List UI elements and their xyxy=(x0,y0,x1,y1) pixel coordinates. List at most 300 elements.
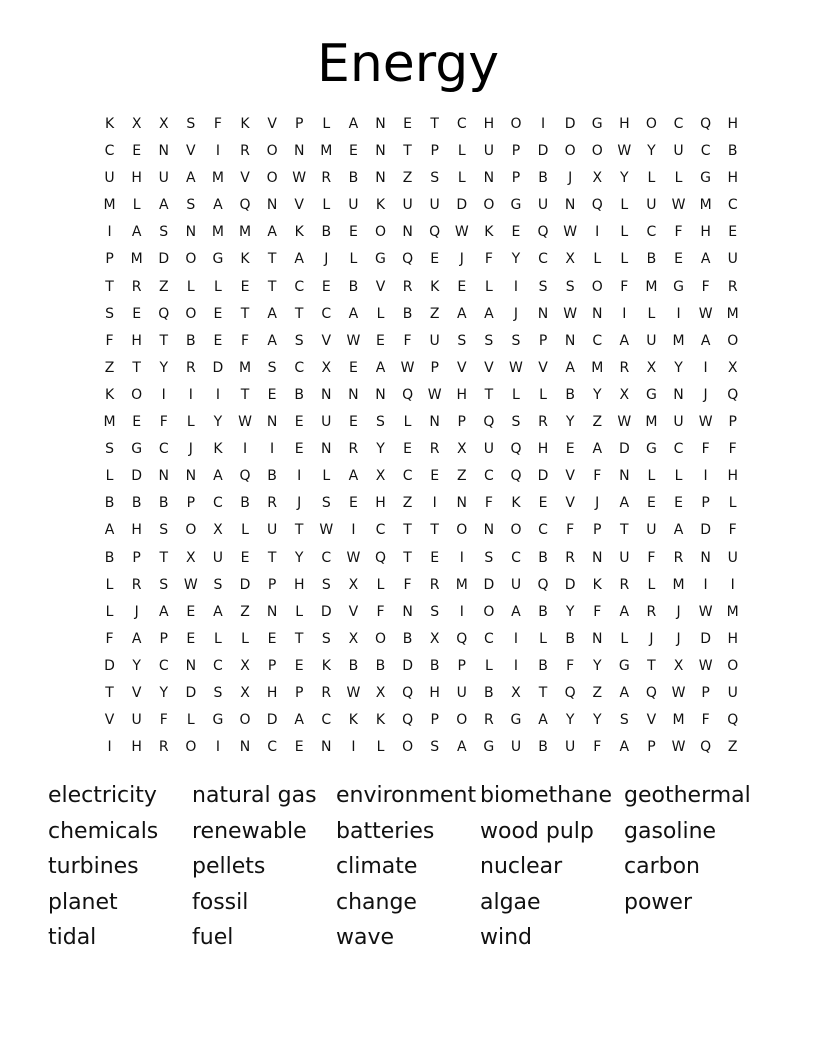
grid-letter[interactable]: X xyxy=(565,251,575,268)
grid-letter[interactable]: A xyxy=(700,251,711,268)
grid-letter[interactable]: N xyxy=(375,386,386,403)
grid-letter[interactable]: J xyxy=(676,630,681,647)
grid-letter[interactable]: Q xyxy=(239,468,251,485)
grid-letter[interactable]: O xyxy=(727,657,739,674)
grid-letter[interactable]: L xyxy=(349,251,358,268)
grid-letter[interactable]: L xyxy=(539,386,547,403)
grid-letter[interactable]: S xyxy=(321,576,331,593)
grid-letter[interactable]: O xyxy=(266,170,278,187)
grid-letter[interactable]: B xyxy=(348,657,359,674)
grid-letter[interactable]: G xyxy=(375,251,386,268)
grid-letter[interactable]: A xyxy=(456,305,467,322)
grid-letter[interactable]: X xyxy=(240,657,250,674)
grid-letter[interactable]: I xyxy=(540,116,546,132)
grid-letter[interactable]: I xyxy=(188,386,193,403)
grid-letter[interactable]: V xyxy=(348,603,359,620)
grid-letter[interactable]: O xyxy=(591,278,603,295)
grid-letter[interactable]: T xyxy=(132,359,141,376)
grid-letter[interactable]: F xyxy=(674,224,683,241)
grid-letter[interactable]: Y xyxy=(592,386,602,403)
grid-letter[interactable]: R xyxy=(619,359,630,376)
grid-letter[interactable]: S xyxy=(511,332,521,349)
grid-letter[interactable]: B xyxy=(131,495,142,512)
grid-letter[interactable]: L xyxy=(457,143,466,160)
grid-letter[interactable]: O xyxy=(510,116,522,132)
grid-letter[interactable]: R xyxy=(538,414,548,431)
grid-letter[interactable]: M xyxy=(726,603,739,620)
grid-letter[interactable]: W xyxy=(671,684,686,701)
grid-letter[interactable]: X xyxy=(456,441,467,458)
grid-letter[interactable]: T xyxy=(484,386,494,403)
grid-letter[interactable]: P xyxy=(511,170,521,187)
grid-letter[interactable]: T xyxy=(403,549,412,566)
grid-letter[interactable]: C xyxy=(375,522,386,539)
grid-letter[interactable]: T xyxy=(403,522,412,539)
grid-letter[interactable]: Y xyxy=(620,170,629,187)
grid-letter[interactable]: C xyxy=(294,359,305,376)
grid-letter[interactable]: T xyxy=(294,630,304,647)
grid-letter[interactable]: X xyxy=(375,684,386,701)
grid-letter[interactable]: K xyxy=(592,576,602,593)
grid-letter[interactable]: R xyxy=(646,603,657,620)
grid-letter[interactable]: M xyxy=(211,170,224,187)
grid-letter[interactable]: C xyxy=(158,657,169,674)
grid-letter[interactable]: V xyxy=(321,332,332,349)
grid-letter[interactable]: K xyxy=(240,116,250,132)
grid-letter[interactable]: M xyxy=(130,251,143,268)
grid-letter[interactable]: N xyxy=(266,603,278,620)
grid-letter[interactable]: E xyxy=(186,630,196,647)
grid-letter[interactable]: P xyxy=(457,414,466,431)
grid-letter[interactable]: L xyxy=(484,657,493,674)
grid-letter[interactable]: H xyxy=(483,116,495,132)
grid-letter[interactable]: X xyxy=(619,386,630,403)
grid-letter[interactable]: W xyxy=(671,739,686,756)
grid-letter[interactable]: T xyxy=(294,305,304,322)
grid-letter[interactable]: Y xyxy=(565,712,575,729)
grid-letter[interactable]: H xyxy=(429,684,440,701)
grid-letter[interactable]: D xyxy=(266,712,278,729)
grid-letter[interactable]: I xyxy=(622,305,627,322)
grid-letter[interactable]: D xyxy=(564,116,576,132)
grid-letter[interactable]: C xyxy=(213,657,223,674)
grid-letter[interactable]: N xyxy=(348,386,359,403)
grid-letter[interactable]: V xyxy=(267,116,277,132)
grid-letter[interactable]: N xyxy=(185,468,197,485)
grid-letter[interactable]: S xyxy=(430,739,440,756)
grid-letter[interactable]: N xyxy=(266,197,278,214)
grid-letter[interactable]: C xyxy=(483,468,494,485)
grid-letter[interactable]: K xyxy=(213,441,223,458)
grid-letter[interactable]: P xyxy=(647,739,656,756)
grid-letter[interactable]: T xyxy=(159,332,169,349)
grid-letter[interactable]: I xyxy=(676,305,681,322)
grid-letter[interactable]: Q xyxy=(537,224,549,241)
grid-letter[interactable]: H xyxy=(727,116,738,132)
grid-letter[interactable]: X xyxy=(646,359,657,376)
grid-letter[interactable]: M xyxy=(645,414,658,431)
grid-letter[interactable]: E xyxy=(132,414,142,431)
grid-letter[interactable]: F xyxy=(484,495,493,512)
grid-letter[interactable]: R xyxy=(483,712,494,729)
grid-letter[interactable]: S xyxy=(267,359,277,376)
grid-letter[interactable]: N xyxy=(402,224,413,241)
grid-letter[interactable]: P xyxy=(728,414,737,431)
grid-letter[interactable]: Q xyxy=(483,414,495,431)
grid-letter[interactable]: N xyxy=(456,495,467,512)
grid-letter[interactable]: X xyxy=(429,630,440,647)
grid-letter[interactable]: D xyxy=(483,576,495,593)
grid-letter[interactable]: B xyxy=(402,305,413,322)
grid-letter[interactable]: U xyxy=(348,197,359,214)
grid-letter[interactable]: C xyxy=(104,143,115,160)
grid-letter[interactable]: L xyxy=(295,603,304,620)
grid-letter[interactable]: B xyxy=(538,657,548,674)
grid-letter[interactable]: J xyxy=(595,495,600,512)
grid-letter[interactable]: I xyxy=(703,468,708,485)
grid-letter[interactable]: U xyxy=(646,522,657,539)
grid-letter[interactable]: C xyxy=(673,441,684,458)
grid-letter[interactable]: Z xyxy=(104,359,115,376)
grid-letter[interactable]: C xyxy=(321,549,332,566)
grid-letter[interactable]: H xyxy=(727,170,738,187)
grid-letter[interactable]: S xyxy=(321,495,331,512)
grid-letter[interactable]: L xyxy=(674,468,683,485)
grid-letter[interactable]: I xyxy=(459,549,464,566)
grid-letter[interactable]: D xyxy=(212,359,224,376)
grid-letter[interactable]: L xyxy=(620,224,629,241)
grid-letter[interactable]: R xyxy=(158,739,169,756)
grid-letter[interactable]: P xyxy=(457,657,466,674)
grid-letter[interactable]: O xyxy=(510,522,522,539)
grid-letter[interactable]: P xyxy=(511,143,521,160)
grid-letter[interactable]: W xyxy=(346,684,361,701)
grid-letter[interactable]: X xyxy=(727,359,738,376)
grid-letter[interactable]: K xyxy=(511,495,521,512)
grid-letter[interactable]: O xyxy=(483,603,495,620)
grid-letter[interactable]: E xyxy=(348,224,358,241)
grid-letter[interactable]: U xyxy=(429,332,440,349)
grid-letter[interactable]: L xyxy=(186,278,195,295)
grid-letter[interactable]: N xyxy=(591,305,603,322)
grid-letter[interactable]: B xyxy=(348,170,359,187)
grid-letter[interactable]: L xyxy=(105,468,114,485)
grid-letter[interactable]: S xyxy=(186,197,196,214)
grid-letter[interactable]: E xyxy=(403,116,412,132)
grid-letter[interactable]: C xyxy=(402,468,413,485)
grid-letter[interactable]: A xyxy=(294,251,304,268)
grid-letter[interactable]: R xyxy=(619,576,630,593)
grid-letter[interactable]: U xyxy=(565,739,576,756)
grid-letter[interactable]: V xyxy=(646,712,657,729)
grid-letter[interactable]: N xyxy=(564,197,576,214)
grid-letter[interactable]: I xyxy=(215,143,220,160)
grid-letter[interactable]: H xyxy=(131,332,142,349)
grid-letter[interactable]: D xyxy=(456,197,468,214)
grid-letter[interactable]: Q xyxy=(239,197,251,214)
grid-letter[interactable]: C xyxy=(700,143,711,160)
grid-letter[interactable]: I xyxy=(161,386,166,403)
grid-letter[interactable]: M xyxy=(672,332,685,349)
grid-letter[interactable]: T xyxy=(620,522,629,539)
grid-letter[interactable]: R xyxy=(267,495,277,512)
grid-letter[interactable]: K xyxy=(104,116,115,132)
grid-letter[interactable]: N xyxy=(293,143,305,160)
grid-letter[interactable]: N xyxy=(402,603,413,620)
grid-letter[interactable]: X xyxy=(348,576,359,593)
grid-letter[interactable]: O xyxy=(185,305,197,322)
grid-letter[interactable]: B xyxy=(186,332,196,349)
grid-letter[interactable]: U xyxy=(402,197,413,214)
grid-letter[interactable]: A xyxy=(619,603,630,620)
grid-letter[interactable]: U xyxy=(537,197,549,214)
grid-letter[interactable]: K xyxy=(240,251,250,268)
grid-letter[interactable]: M xyxy=(238,359,252,376)
grid-letter[interactable]: E xyxy=(348,359,358,376)
grid-letter[interactable]: E xyxy=(294,739,304,756)
grid-letter[interactable]: I xyxy=(595,224,600,241)
grid-letter[interactable]: M xyxy=(103,197,116,214)
grid-letter[interactable]: E xyxy=(674,251,683,268)
grid-letter[interactable]: D xyxy=(239,576,251,593)
grid-letter[interactable]: O xyxy=(239,712,251,729)
grid-letter[interactable]: Z xyxy=(240,603,250,620)
grid-letter[interactable]: S xyxy=(159,224,169,241)
grid-letter[interactable]: U xyxy=(429,197,440,214)
grid-letter[interactable]: Y xyxy=(132,657,141,674)
grid-letter[interactable]: A xyxy=(213,197,223,214)
grid-letter[interactable]: I xyxy=(432,495,437,512)
grid-letter[interactable]: S xyxy=(484,332,494,349)
grid-letter[interactable]: N xyxy=(591,630,603,647)
grid-letter[interactable]: N xyxy=(700,549,711,566)
grid-letter[interactable]: P xyxy=(430,359,439,376)
grid-letter[interactable]: U xyxy=(727,549,738,566)
grid-letter[interactable]: V xyxy=(456,359,467,376)
grid-letter[interactable]: F xyxy=(376,603,385,620)
grid-letter[interactable]: X xyxy=(240,684,250,701)
grid-letter[interactable]: T xyxy=(403,143,412,160)
grid-letter[interactable]: E xyxy=(213,332,223,349)
grid-letter[interactable]: T xyxy=(430,116,439,132)
grid-letter[interactable]: A xyxy=(348,116,359,132)
grid-letter[interactable]: S xyxy=(538,278,548,295)
grid-letter[interactable]: Q xyxy=(402,251,414,268)
grid-letter[interactable]: T xyxy=(267,278,277,295)
grid-letter[interactable]: F xyxy=(105,332,114,349)
grid-letter[interactable]: H xyxy=(619,116,630,132)
grid-letter[interactable]: B xyxy=(402,630,413,647)
grid-letter[interactable]: W xyxy=(427,386,442,403)
grid-letter[interactable]: F xyxy=(593,739,602,756)
grid-letter[interactable]: S xyxy=(376,414,385,431)
grid-letter[interactable]: Q xyxy=(510,468,522,485)
grid-letter[interactable]: G xyxy=(510,712,522,729)
grid-letter[interactable]: S xyxy=(105,441,114,458)
grid-letter[interactable]: W xyxy=(346,332,361,349)
grid-letter[interactable]: E xyxy=(213,305,223,322)
grid-letter[interactable]: J xyxy=(324,251,329,268)
grid-letter[interactable]: R xyxy=(321,170,332,187)
grid-letter[interactable]: I xyxy=(270,441,275,458)
grid-letter[interactable]: R xyxy=(402,278,413,295)
grid-letter[interactable]: O xyxy=(456,522,468,539)
grid-letter[interactable]: Q xyxy=(374,549,386,566)
grid-letter[interactable]: L xyxy=(241,630,249,647)
grid-letter[interactable]: U xyxy=(510,576,522,593)
grid-letter[interactable]: O xyxy=(185,522,197,539)
grid-letter[interactable]: Z xyxy=(592,414,603,431)
grid-letter[interactable]: G xyxy=(131,441,143,458)
grid-letter[interactable]: I xyxy=(351,522,356,539)
grid-letter[interactable]: D xyxy=(185,684,197,701)
grid-letter[interactable]: S xyxy=(430,170,440,187)
grid-letter[interactable]: U xyxy=(212,549,224,566)
grid-letter[interactable]: U xyxy=(104,170,115,187)
grid-letter[interactable]: C xyxy=(483,630,494,647)
grid-letter[interactable]: H xyxy=(375,495,386,512)
grid-letter[interactable]: B xyxy=(158,495,169,512)
grid-letter[interactable]: A xyxy=(213,468,223,485)
grid-letter[interactable]: S xyxy=(511,414,521,431)
grid-letter[interactable]: B xyxy=(104,549,115,566)
grid-letter[interactable]: C xyxy=(592,332,603,349)
grid-letter[interactable]: L xyxy=(647,468,656,485)
grid-letter[interactable]: I xyxy=(703,359,708,376)
grid-letter[interactable]: B xyxy=(538,549,548,566)
grid-letter[interactable]: A xyxy=(158,603,169,620)
grid-letter[interactable]: R xyxy=(673,549,684,566)
grid-letter[interactable]: I xyxy=(107,224,112,241)
grid-letter[interactable]: E xyxy=(674,495,683,512)
grid-letter[interactable]: Q xyxy=(537,576,549,593)
grid-letter[interactable]: K xyxy=(321,657,331,674)
grid-letter[interactable]: O xyxy=(456,712,468,729)
grid-letter[interactable]: R xyxy=(429,576,440,593)
grid-letter[interactable]: S xyxy=(619,712,629,729)
grid-letter[interactable]: B xyxy=(727,143,738,160)
grid-letter[interactable]: U xyxy=(619,549,630,566)
grid-letter[interactable]: Q xyxy=(591,197,603,214)
grid-letter[interactable]: S xyxy=(294,332,304,349)
grid-letter[interactable]: E xyxy=(186,603,196,620)
grid-letter[interactable]: G xyxy=(618,657,630,674)
grid-letter[interactable]: S xyxy=(159,522,169,539)
grid-letter[interactable]: A xyxy=(619,332,630,349)
grid-letter[interactable]: U xyxy=(646,332,657,349)
grid-letter[interactable]: P xyxy=(294,684,304,701)
grid-letter[interactable]: O xyxy=(591,143,603,160)
grid-letter[interactable]: A xyxy=(700,332,711,349)
grid-letter[interactable]: W xyxy=(563,224,578,241)
grid-letter[interactable]: O xyxy=(185,739,197,756)
grid-letter[interactable]: H xyxy=(727,468,738,485)
grid-letter[interactable]: Z xyxy=(402,170,413,187)
grid-letter[interactable]: K xyxy=(430,278,440,295)
grid-letter[interactable]: A xyxy=(294,712,304,729)
grid-letter[interactable]: P xyxy=(159,630,168,647)
grid-letter[interactable]: V xyxy=(565,495,575,512)
grid-letter[interactable]: N xyxy=(375,170,386,187)
grid-letter[interactable]: D xyxy=(320,603,332,620)
grid-letter[interactable]: Q xyxy=(456,630,468,647)
grid-letter[interactable]: Y xyxy=(647,143,656,160)
grid-letter[interactable]: A xyxy=(375,359,386,376)
grid-letter[interactable]: I xyxy=(107,739,112,756)
grid-letter[interactable]: R xyxy=(131,278,142,295)
grid-letter[interactable]: D xyxy=(402,657,413,674)
grid-letter[interactable]: X xyxy=(158,116,169,132)
grid-letter[interactable]: A xyxy=(619,739,630,756)
grid-letter[interactable]: J xyxy=(676,603,681,620)
grid-letter[interactable]: T xyxy=(267,251,277,268)
grid-letter[interactable]: L xyxy=(186,712,195,729)
grid-letter[interactable]: J xyxy=(703,386,708,403)
grid-letter[interactable]: E xyxy=(430,251,440,268)
grid-letter[interactable]: Y xyxy=(565,603,575,620)
grid-letter[interactable]: H xyxy=(537,441,549,458)
grid-letter[interactable]: I xyxy=(459,603,464,620)
grid-letter[interactable]: A xyxy=(348,468,359,485)
grid-letter[interactable]: X xyxy=(673,657,684,674)
grid-letter[interactable]: S xyxy=(565,278,575,295)
grid-letter[interactable]: V xyxy=(375,278,386,295)
grid-letter[interactable]: B xyxy=(348,278,359,295)
grid-letter[interactable]: H xyxy=(456,386,468,403)
grid-letter[interactable]: L xyxy=(322,468,331,485)
grid-letter[interactable]: P xyxy=(430,712,439,729)
grid-letter[interactable]: N xyxy=(239,739,251,756)
grid-letter[interactable]: U xyxy=(646,197,657,214)
grid-letter[interactable]: L xyxy=(512,386,520,403)
grid-letter[interactable]: I xyxy=(215,386,220,403)
grid-letter[interactable]: B xyxy=(321,224,332,241)
grid-letter[interactable]: O xyxy=(131,386,143,403)
grid-letter[interactable]: Y xyxy=(674,359,683,376)
grid-letter[interactable]: F xyxy=(593,603,602,620)
grid-letter[interactable]: C xyxy=(673,116,684,132)
grid-letter[interactable]: L xyxy=(593,251,602,268)
grid-letter[interactable]: T xyxy=(538,684,548,701)
grid-letter[interactable]: L xyxy=(647,305,656,322)
grid-letter[interactable]: C xyxy=(727,197,738,214)
grid-letter[interactable]: S xyxy=(213,576,223,593)
grid-letter[interactable]: R xyxy=(240,143,250,160)
grid-letter[interactable]: K xyxy=(348,712,358,729)
grid-letter[interactable]: H xyxy=(293,576,305,593)
grid-letter[interactable]: L xyxy=(647,170,656,187)
grid-letter[interactable]: F xyxy=(647,549,656,566)
grid-letter[interactable]: G xyxy=(673,278,684,295)
grid-letter[interactable]: A xyxy=(131,630,142,647)
grid-letter[interactable]: N xyxy=(375,116,386,132)
grid-letter[interactable]: D xyxy=(131,468,143,485)
grid-letter[interactable]: L xyxy=(214,278,222,295)
grid-letter[interactable]: I xyxy=(215,739,220,756)
grid-letter[interactable]: N xyxy=(185,224,197,241)
grid-letter[interactable]: B xyxy=(294,386,304,403)
grid-letter[interactable]: G xyxy=(212,251,224,268)
grid-letter[interactable]: W xyxy=(509,359,523,376)
grid-letter[interactable]: Q xyxy=(402,386,414,403)
grid-letter[interactable]: E xyxy=(267,630,277,647)
grid-letter[interactable]: B xyxy=(565,386,575,403)
grid-letter[interactable]: E xyxy=(430,549,440,566)
grid-letter[interactable]: H xyxy=(727,630,738,647)
grid-letter[interactable]: B xyxy=(429,657,440,674)
grid-letter[interactable]: L xyxy=(132,197,141,214)
grid-letter[interactable]: M xyxy=(103,414,116,431)
